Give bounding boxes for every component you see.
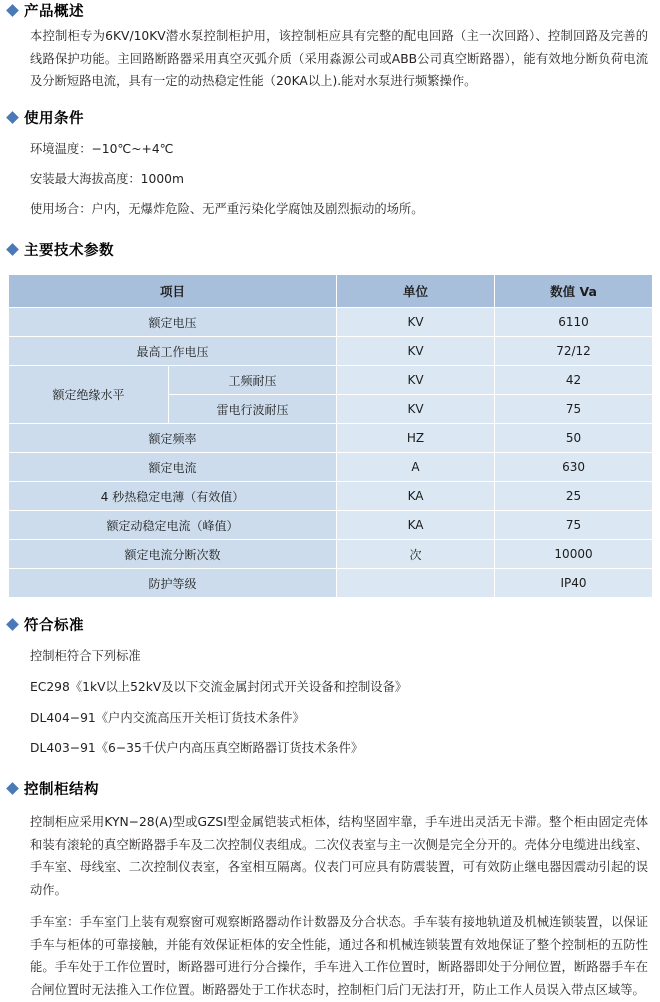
spec-name: 4 秒热稳定电薄（有效值）	[9, 482, 337, 511]
table-row	[9, 569, 653, 598]
table-row	[9, 366, 653, 395]
section-header-specs	[8, 239, 660, 260]
spec-value: 50	[495, 424, 653, 453]
spec-value: 10000	[495, 540, 653, 569]
spec-value: 25	[495, 482, 653, 511]
spec-unit: HZ	[337, 424, 495, 453]
spec-value: 6110	[495, 308, 653, 337]
spec-unit: KV	[337, 366, 495, 395]
spec-value: 75	[495, 511, 653, 540]
spec-subname: 雷电行波耐压	[169, 395, 337, 424]
column-header-item: 项目	[9, 275, 337, 308]
spec-name: 最高工作电压	[9, 337, 337, 366]
spec-name: 额定电流分断次数	[9, 540, 337, 569]
spec-unit: KV	[337, 395, 495, 424]
standard-item: EC298《1kV以上52kV及以下交流金属封闭式开关设备和控制设备》	[30, 679, 408, 694]
diamond-bullet-icon	[6, 4, 19, 17]
section-title-overview: 产品概述	[24, 4, 84, 20]
spec-name: 额定电流	[9, 453, 337, 482]
overview-text: 本控制柜专为6KV/10KV潜水泵控制柜护用，该控制柜应具有完整的配电回路（主一次回路）、控制回路及完善的线路保护功能。主回路断路器采用真空灭弧介质（采用淼源公司或ABB公司真空断路器），能有效地分断负荷电流及分断短路电流，具有一定的动热稳定性能（20KA以上).能对水泵进行频繁操作。	[30, 29, 648, 89]
section-header-standards	[8, 614, 660, 635]
column-header-value: 数值 Va	[495, 275, 653, 308]
table-row	[9, 511, 653, 540]
specs-table	[8, 274, 653, 598]
condition-line: 使用场合：户内，无爆炸危险、无严重污染化学腐蚀及剧烈振动的场所。	[30, 201, 424, 216]
diamond-bullet-icon	[6, 111, 19, 124]
spec-unit: KA	[337, 482, 495, 511]
spec-unit: A	[337, 453, 495, 482]
diamond-bullet-icon	[6, 243, 19, 256]
spec-name: 额定绝缘水平	[9, 366, 169, 424]
table-row	[9, 337, 653, 366]
spec-subname: 工频耐压	[169, 366, 337, 395]
section-header-conditions	[8, 107, 660, 128]
table-header-row	[9, 275, 653, 308]
table-row	[9, 540, 653, 569]
spec-name: 额定动稳定电流（峰值）	[9, 511, 337, 540]
spec-name: 防护等级	[9, 569, 337, 598]
section-header-structure	[8, 778, 660, 799]
structure-paragraph: 控制柜应采用KYN−28(A)型或GZSI型金属铠装式柜体，结构坚固牢靠，手车进出灵活无卡滞。整个柜由固定壳体和装有滚轮的真空断路器手车及二次控制仪表组成。二次仪表室与主一次侧是完全分开的。壳体分电缆进出线室、手车室、母线室、二次控制仪表室，各室相互隔离。仪表门可应具有防震装置，可有效防止继电器因震动引起的误动作。	[30, 814, 648, 898]
diamond-bullet-icon	[6, 618, 19, 631]
spec-unit: KV	[337, 308, 495, 337]
spec-unit: KV	[337, 337, 495, 366]
spec-name: 额定频率	[9, 424, 337, 453]
spec-unit	[337, 569, 495, 598]
condition-line: 环境温度：−10℃~+4℃	[30, 142, 174, 157]
section-header-overview	[8, 0, 660, 21]
table-row	[9, 424, 653, 453]
standards-intro: 控制柜符合下列标准	[30, 649, 141, 664]
spec-value: IP40	[495, 569, 653, 598]
condition-line: 安装最大海拔高度：1000m	[30, 171, 184, 186]
standard-item: DL404−91《户内交流高压开关柜订货技术条件》	[30, 710, 305, 725]
spec-value: 75	[495, 395, 653, 424]
section-title-structure: 控制柜结构	[24, 781, 99, 798]
spec-unit: KA	[337, 511, 495, 540]
spec-value: 72/12	[495, 337, 653, 366]
spec-value: 630	[495, 453, 653, 482]
spec-value: 42	[495, 366, 653, 395]
standard-item: DL403−91《6−35千伏户内高压真空断路器订货技术条件》	[30, 741, 364, 756]
spec-unit: 次	[337, 540, 495, 569]
table-row	[9, 482, 653, 511]
column-header-unit: 单位	[337, 275, 495, 308]
structure-paragraph: 手车室：手车室门上装有观察窗可观察断路器动作计数器及分合状态。手车装有接地轨道及机械连锁装置，以保证手车与柜体的可靠接触，并能有效保证柜体的安全性能，通过各和机械连锁装置有效地保证了整个控制柜的五防性能。手车处于工作位置时，断路器可进行分合操作，手车进入工作位置时，断路器即处于分闸位置，断路器手车在合闸位置时无法推入工作位置。断路器处于工作状态时，控制柜门后门无法打开，防止工作人员误入带点区域等。	[30, 914, 648, 998]
section-title-specs: 主要技术参数	[24, 243, 114, 260]
spec-name: 额定电压	[9, 308, 337, 337]
section-title-conditions: 使用条件	[24, 111, 84, 128]
section-title-standards: 符合标准	[24, 618, 84, 635]
diamond-bullet-icon	[6, 782, 19, 795]
table-row	[9, 453, 653, 482]
table-row	[9, 308, 653, 337]
